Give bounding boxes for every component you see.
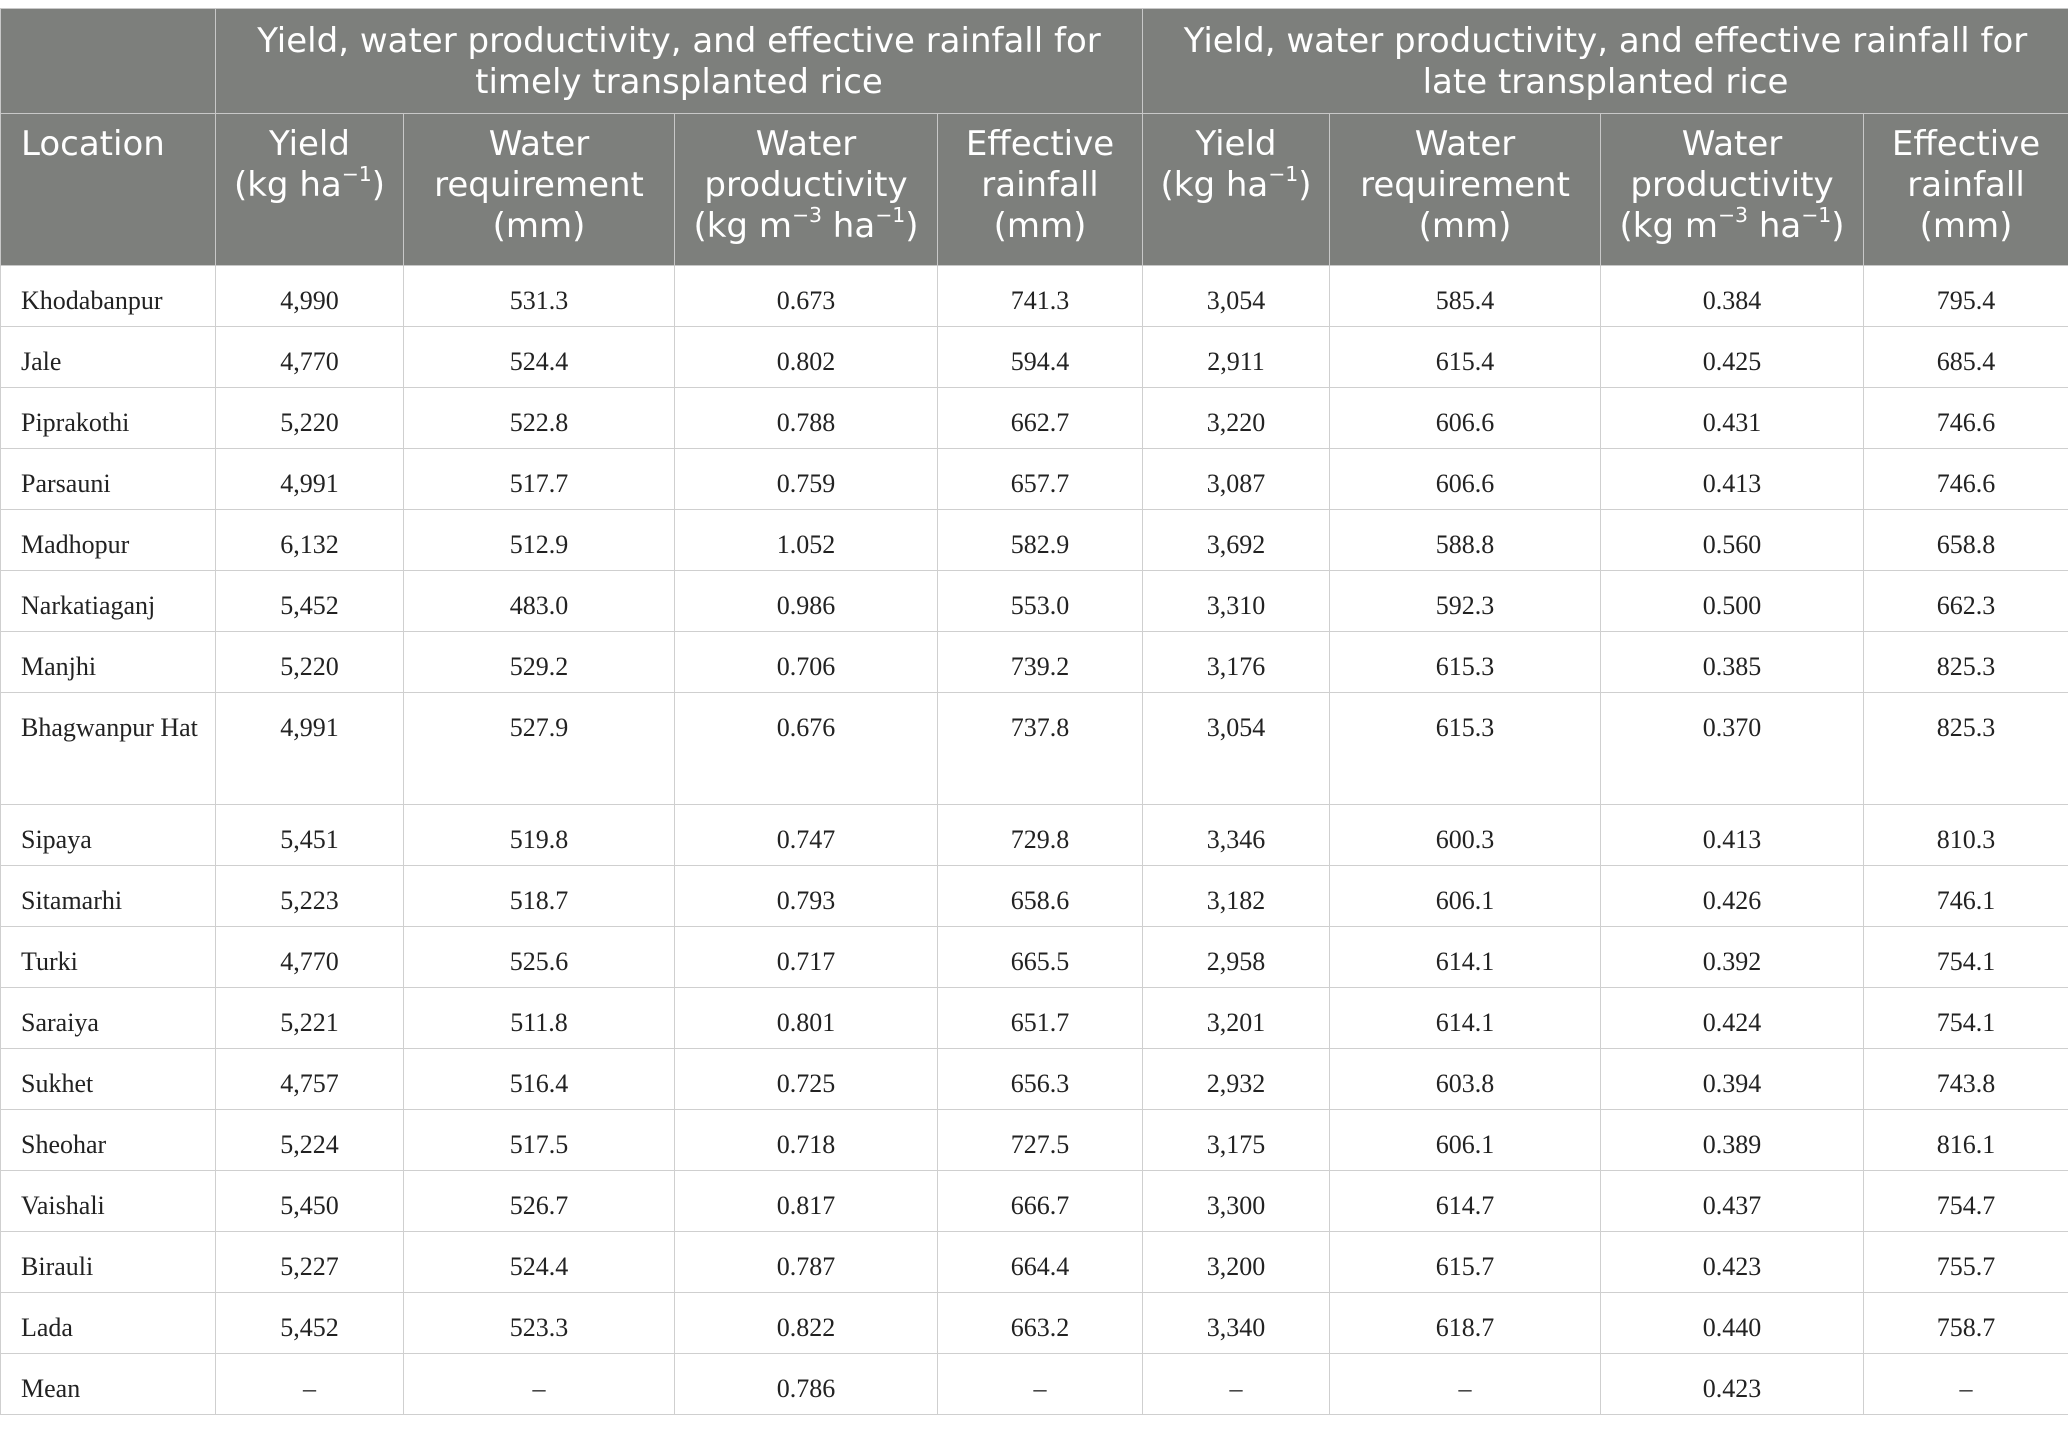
cell-value: 615.3	[1330, 632, 1601, 693]
cell-value: 5,221	[216, 988, 404, 1049]
cell-value: 3,310	[1143, 571, 1330, 632]
table-row	[1, 927, 2068, 988]
cell-value: 0.802	[675, 327, 938, 388]
cell-value: 524.4	[404, 1232, 675, 1293]
cell-value: 3,201	[1143, 988, 1330, 1049]
cell-value: 825.3	[1864, 693, 2068, 805]
group-header-empty	[1, 9, 216, 114]
cell-value: 0.706	[675, 632, 938, 693]
cell-value: 755.7	[1864, 1232, 2068, 1293]
cell-value: 527.9	[404, 693, 675, 805]
cell-value: 5,451	[216, 805, 404, 866]
cell-value: 0.725	[675, 1049, 938, 1110]
cell-value: –	[938, 1354, 1143, 1415]
column-header-water-productivity-timely: Water productivity (kg $m^{-3}$ $ha^{-1}$)	[675, 114, 938, 266]
cell-value: 3,176	[1143, 632, 1330, 693]
cell-value: 588.8	[1330, 510, 1601, 571]
column-header-effective-rainfall-late: Effective rainfall (mm)	[1864, 114, 2068, 266]
cell-value: 615.3	[1330, 693, 1601, 805]
cell-value: 2,911	[1143, 327, 1330, 388]
cell-value: 0.423	[1601, 1354, 1864, 1415]
cell-value: 741.3	[938, 266, 1143, 327]
cell-value: 2,932	[1143, 1049, 1330, 1110]
cell-value: 0.759	[675, 449, 938, 510]
cell-value: 3,054	[1143, 693, 1330, 805]
cell-value: 0.425	[1601, 327, 1864, 388]
column-header-yield-late: Yield (kg $ha^{-1}$)	[1143, 114, 1330, 266]
cell-value: 592.3	[1330, 571, 1601, 632]
table-row	[1, 988, 2068, 1049]
cell-value: 658.6	[938, 866, 1143, 927]
cell-value: 524.4	[404, 327, 675, 388]
cell-value: 525.6	[404, 927, 675, 988]
cell-value: 0.426	[1601, 866, 1864, 927]
cell-location: Birauli	[1, 1232, 216, 1293]
cell-location: Vaishali	[1, 1171, 216, 1232]
cell-value: 0.560	[1601, 510, 1864, 571]
cell-value: 0.817	[675, 1171, 938, 1232]
cell-value: 656.3	[938, 1049, 1143, 1110]
cell-value: 5,227	[216, 1232, 404, 1293]
cell-value: 603.8	[1330, 1049, 1601, 1110]
cell-value: 0.392	[1601, 927, 1864, 988]
cell-value: 0.423	[1601, 1232, 1864, 1293]
table-row	[1, 693, 2068, 805]
cell-value: 739.2	[938, 632, 1143, 693]
cell-value: 754.1	[1864, 927, 2068, 988]
cell-location: Parsauni	[1, 449, 216, 510]
group-header-row	[1, 9, 2068, 114]
cell-value: 3,346	[1143, 805, 1330, 866]
column-header-water-productivity-late: Water productivity (kg $m^{-3}$ $ha^{-1}$)	[1601, 114, 1864, 266]
cell-value: 618.7	[1330, 1293, 1601, 1354]
cell-value: 795.4	[1864, 266, 2068, 327]
cell-value: 737.8	[938, 693, 1143, 805]
table-row	[1, 866, 2068, 927]
table-row	[1, 327, 2068, 388]
cell-value: 600.3	[1330, 805, 1601, 866]
table-row	[1, 266, 2068, 327]
cell-value: 4,770	[216, 927, 404, 988]
cell-value: –	[404, 1354, 675, 1415]
cell-value: 3,340	[1143, 1293, 1330, 1354]
cell-value: 614.7	[1330, 1171, 1601, 1232]
cell-value: 0.787	[675, 1232, 938, 1293]
cell-value: 5,450	[216, 1171, 404, 1232]
table-row	[1, 1171, 2068, 1232]
cell-value: 2,958	[1143, 927, 1330, 988]
cell-value: 662.7	[938, 388, 1143, 449]
cell-value: 665.5	[938, 927, 1143, 988]
cell-value: 0.673	[675, 266, 938, 327]
cell-value: 0.389	[1601, 1110, 1864, 1171]
cell-value: 483.0	[404, 571, 675, 632]
cell-value: 516.4	[404, 1049, 675, 1110]
cell-value: 529.2	[404, 632, 675, 693]
table-row	[1, 571, 2068, 632]
cell-value: 4,991	[216, 449, 404, 510]
cell-value: 0.747	[675, 805, 938, 866]
cell-location: Jale	[1, 327, 216, 388]
cell-value: 3,300	[1143, 1171, 1330, 1232]
cell-value: 5,224	[216, 1110, 404, 1171]
cell-value: 3,087	[1143, 449, 1330, 510]
cell-value: 531.3	[404, 266, 675, 327]
cell-value: 3,182	[1143, 866, 1330, 927]
cell-value: 727.5	[938, 1110, 1143, 1171]
cell-value: 5,220	[216, 388, 404, 449]
column-header-water-requirement-late: Water requirement (mm)	[1330, 114, 1601, 266]
cell-value: 606.1	[1330, 866, 1601, 927]
cell-value: 663.2	[938, 1293, 1143, 1354]
cell-value: 5,220	[216, 632, 404, 693]
column-header-water-requirement-timely: Water requirement (mm)	[404, 114, 675, 266]
data-table	[0, 8, 2068, 1415]
table-row	[1, 1110, 2068, 1171]
cell-value: 662.3	[1864, 571, 2068, 632]
cell-value: 3,200	[1143, 1232, 1330, 1293]
cell-value: 512.9	[404, 510, 675, 571]
cell-value: 0.440	[1601, 1293, 1864, 1354]
cell-value: 758.7	[1864, 1293, 2068, 1354]
cell-value: 0.424	[1601, 988, 1864, 1049]
cell-location: Mean	[1, 1354, 216, 1415]
cell-value: 3,220	[1143, 388, 1330, 449]
cell-value: 664.4	[938, 1232, 1143, 1293]
cell-value: 606.6	[1330, 449, 1601, 510]
cell-value: 526.7	[404, 1171, 675, 1232]
cell-value: 0.786	[675, 1354, 938, 1415]
cell-value: 685.4	[1864, 327, 2068, 388]
cell-value: 0.385	[1601, 632, 1864, 693]
cell-value: 5,223	[216, 866, 404, 927]
cell-value: 3,175	[1143, 1110, 1330, 1171]
column-header-yield-timely: Yield (kg $ha^{-1}$)	[216, 114, 404, 266]
cell-value: 825.3	[1864, 632, 2068, 693]
cell-value: 746.6	[1864, 449, 2068, 510]
table-row	[1, 632, 2068, 693]
cell-location: Saraiya	[1, 988, 216, 1049]
group-header-timely: Yield, water productivity, and effective rainfall for timely transplanted rice	[216, 9, 1143, 114]
cell-value: 0.384	[1601, 266, 1864, 327]
cell-value: 0.394	[1601, 1049, 1864, 1110]
cell-value: 4,757	[216, 1049, 404, 1110]
cell-value: 519.8	[404, 805, 675, 866]
group-header-late: Yield, water productivity, and effective rainfall for late transplanted rice	[1143, 9, 2068, 114]
cell-location: Sukhet	[1, 1049, 216, 1110]
cell-value: 6,132	[216, 510, 404, 571]
cell-value: –	[1143, 1354, 1330, 1415]
table-row	[1, 1293, 2068, 1354]
cell-value: 729.8	[938, 805, 1143, 866]
cell-value: 518.7	[404, 866, 675, 927]
cell-value: 0.801	[675, 988, 938, 1049]
table-row	[1, 805, 2068, 866]
cell-location: Khodabanpur	[1, 266, 216, 327]
cell-value: 585.4	[1330, 266, 1601, 327]
cell-value: 0.413	[1601, 805, 1864, 866]
cell-value: 0.413	[1601, 449, 1864, 510]
cell-location: Lada	[1, 1293, 216, 1354]
cell-value: 0.431	[1601, 388, 1864, 449]
table-body	[1, 266, 2068, 1415]
cell-value: 523.3	[404, 1293, 675, 1354]
cell-value: 0.986	[675, 571, 938, 632]
table-row	[1, 1354, 2068, 1415]
cell-location: Bhagwanpur Hat	[1, 693, 216, 805]
cell-value: 816.1	[1864, 1110, 2068, 1171]
cell-value: 614.1	[1330, 988, 1601, 1049]
cell-value: 743.8	[1864, 1049, 2068, 1110]
cell-location: Piprakothi	[1, 388, 216, 449]
cell-value: 614.1	[1330, 927, 1601, 988]
cell-value: 606.6	[1330, 388, 1601, 449]
cell-location: Turki	[1, 927, 216, 988]
cell-value: 606.1	[1330, 1110, 1601, 1171]
cell-location: Manjhi	[1, 632, 216, 693]
cell-value: –	[1330, 1354, 1601, 1415]
cell-value: 658.8	[1864, 510, 2068, 571]
cell-value: 0.718	[675, 1110, 938, 1171]
cell-location: Sipaya	[1, 805, 216, 866]
cell-value: 553.0	[938, 571, 1143, 632]
cell-value: 4,991	[216, 693, 404, 805]
cell-value: –	[1864, 1354, 2068, 1415]
cell-location: Narkatiaganj	[1, 571, 216, 632]
column-header-row	[1, 114, 2068, 266]
cell-value: 754.7	[1864, 1171, 2068, 1232]
cell-value: 522.8	[404, 388, 675, 449]
cell-value: 657.7	[938, 449, 1143, 510]
cell-value: 5,452	[216, 1293, 404, 1354]
cell-value: 754.1	[1864, 988, 2068, 1049]
cell-value: 0.822	[675, 1293, 938, 1354]
cell-value: 594.4	[938, 327, 1143, 388]
cell-value: 1.052	[675, 510, 938, 571]
cell-value: 615.4	[1330, 327, 1601, 388]
cell-value: 511.8	[404, 988, 675, 1049]
table-row	[1, 510, 2068, 571]
table-row	[1, 449, 2068, 510]
cell-value: 0.500	[1601, 571, 1864, 632]
cell-location: Sheohar	[1, 1110, 216, 1171]
cell-value: 4,990	[216, 266, 404, 327]
cell-value: 746.6	[1864, 388, 2068, 449]
cell-value: 746.1	[1864, 866, 2068, 927]
column-header-effective-rainfall-timely: Effective rainfall (mm)	[938, 114, 1143, 266]
cell-value: 517.5	[404, 1110, 675, 1171]
cell-value: 517.7	[404, 449, 675, 510]
cell-value: 0.788	[675, 388, 938, 449]
cell-value: 3,054	[1143, 266, 1330, 327]
cell-value: 810.3	[1864, 805, 2068, 866]
cell-value: 0.676	[675, 693, 938, 805]
cell-value: –	[216, 1354, 404, 1415]
cell-value: 0.717	[675, 927, 938, 988]
table-row	[1, 1049, 2068, 1110]
cell-value: 0.370	[1601, 693, 1864, 805]
cell-value: 615.7	[1330, 1232, 1601, 1293]
cell-value: 651.7	[938, 988, 1143, 1049]
column-header-location: Location	[1, 114, 216, 266]
cell-location: Sitamarhi	[1, 866, 216, 927]
cell-value: 666.7	[938, 1171, 1143, 1232]
table-row	[1, 1232, 2068, 1293]
cell-value: 3,692	[1143, 510, 1330, 571]
cell-value: 582.9	[938, 510, 1143, 571]
cell-value: 5,452	[216, 571, 404, 632]
cell-value: 4,770	[216, 327, 404, 388]
cell-value: 0.437	[1601, 1171, 1864, 1232]
cell-location: Madhopur	[1, 510, 216, 571]
cell-value: 0.793	[675, 866, 938, 927]
table-row	[1, 388, 2068, 449]
